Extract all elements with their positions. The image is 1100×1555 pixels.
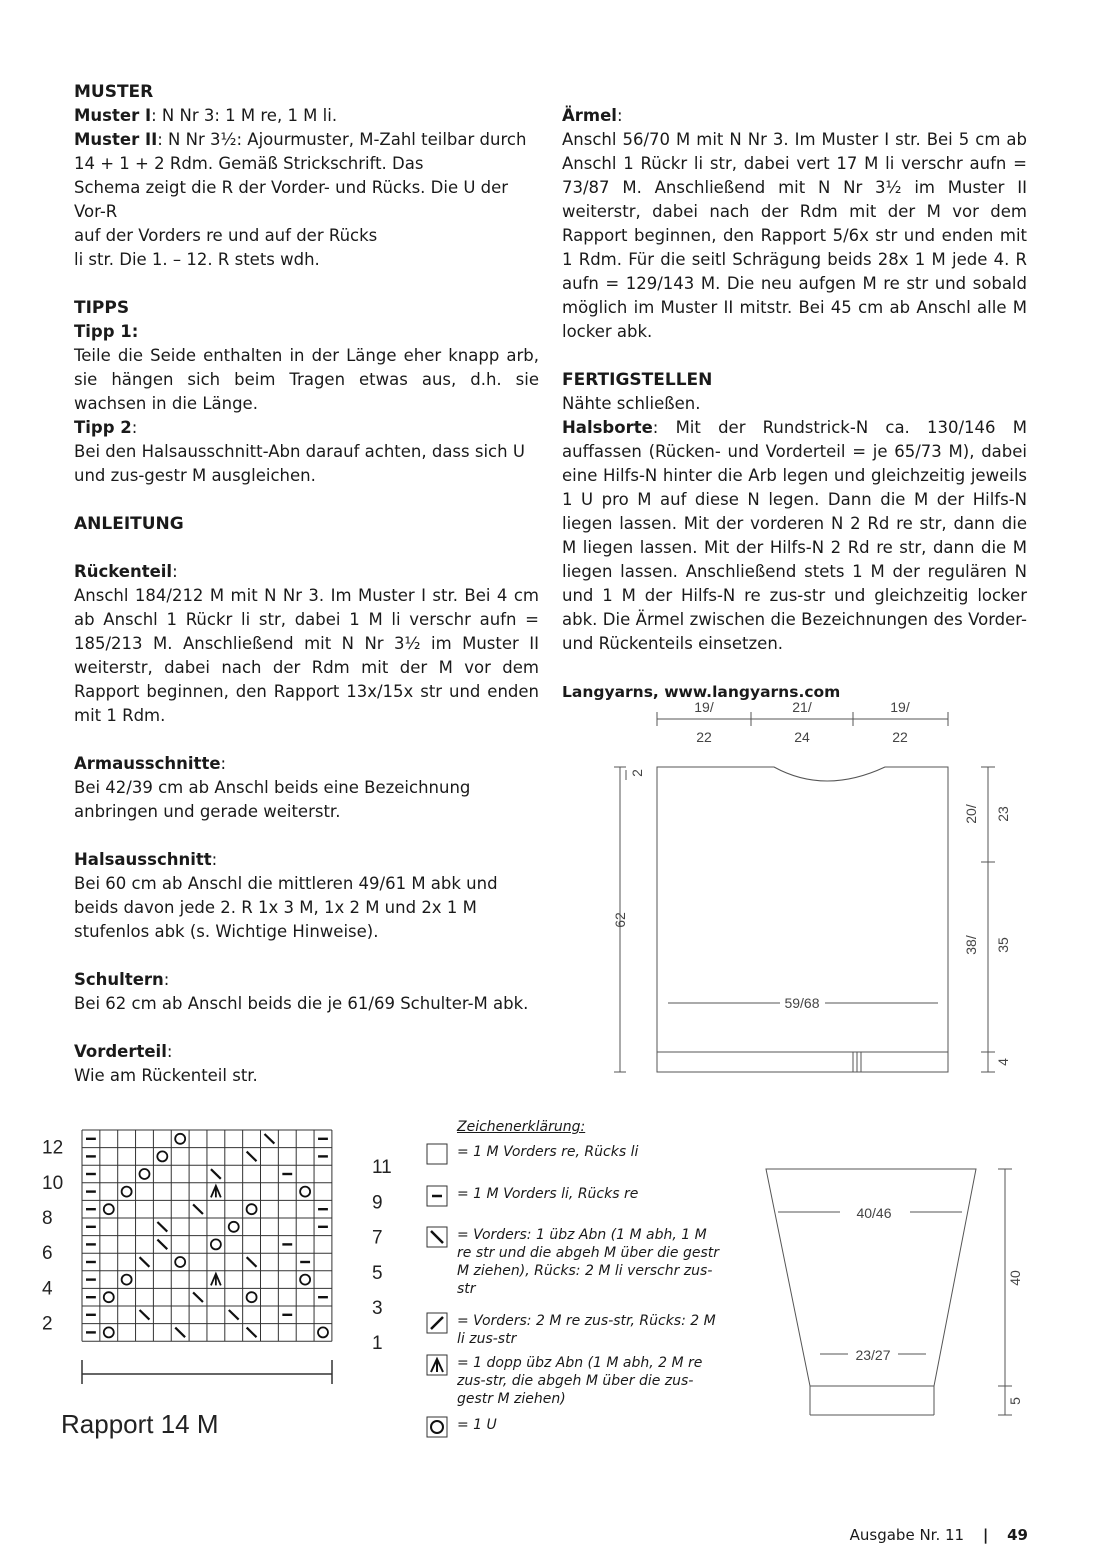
muster2-line	[74, 128, 539, 176]
dim-arm-b: 23	[995, 806, 1011, 822]
ssk-mark	[229, 1310, 239, 1320]
armausschnitte-line: Armausschnitte:	[74, 754, 227, 773]
armausschnitte-text: Bei 42/39 cm ab Anschl beids eine Bezeichnung anbringen und gerade weiterstr.	[74, 778, 471, 821]
credit: Langyarns, www.langyarns.com	[562, 683, 841, 701]
rueckenteil-line: Rückenteil:	[74, 562, 178, 581]
yarn-over-mark	[139, 1169, 149, 1179]
yarn-over-mark	[211, 1239, 221, 1249]
row-number-left: 2	[42, 1313, 53, 1335]
dim-lower-b: 35	[995, 937, 1011, 953]
yarn-over-mark	[104, 1327, 114, 1337]
legend-text: = Vorders: 1 übz Abn (1 M abh, 1 M re str und die abgeh M über die gestr M ziehen), Rücks: 2 M li verschr zus-str	[457, 1227, 720, 1297]
muster1-label: Muster I	[74, 106, 152, 125]
legend-text: = Vorders: 2 M re zus-str, Rücks: 2 M li zus-str	[457, 1313, 716, 1347]
legend-text: = 1 M Vorders re, Rücks li	[457, 1144, 639, 1160]
sleeve-bottom-width: 23/27	[855, 1347, 891, 1363]
schultern-label: Schultern	[74, 970, 164, 989]
legend-text: = 1 dopp übz Abn (1 M abh, 2 M re zus-str, die abgeh M über die zus-gestr M ziehen)	[457, 1355, 703, 1407]
muster-line5: li str. Die 1. – 12. R stets wdh.	[74, 250, 320, 269]
body-schematic	[600, 690, 1030, 1080]
muster1-line	[74, 104, 539, 128]
knitting-chart	[40, 1120, 410, 1450]
legend-text: = 1 U	[457, 1417, 497, 1433]
yarn-over-mark	[122, 1187, 132, 1197]
yarn-over-icon	[426, 1416, 448, 1438]
yarn-over-mark	[104, 1204, 114, 1214]
vorderteil-line: Vorderteil:	[74, 1042, 173, 1061]
ssk-mark	[211, 1169, 221, 1179]
yarn-over-mark	[318, 1327, 328, 1337]
yarn-over-mark	[229, 1222, 239, 1232]
tipp1-text: Teile die Seide enthalten in der Länge eher knapp arb, sie hängen sich beim Tragen etwas aus, d.h. sie wachsen in die Länge.	[74, 346, 539, 413]
rueckenteil-label: Rückenteil	[74, 562, 173, 581]
right-column	[562, 104, 1027, 704]
dim-top-3a: 19/	[890, 699, 910, 715]
muster2-text: : N Nr 3½: Ajourmuster, M-Zahl teilbar durch 14 + 1 + 2 Rdm. Gemäß Strickschrift. Das	[74, 130, 527, 173]
rueckenteil-text: Anschl 184/212 M mit N Nr 3. Im Muster I str. Bei 4 cm ab Anschl 1 Rückr li str, dabei 1 M li verschr aufn = 185/213 M. Anschließend mit N Nr 3½ im Muster II weiterstr, dabei nach der Rdm mit der M vor dem Rapport beginnen, den Rapport 13x/15x str und enden mit 1 Rdm.	[74, 586, 539, 725]
ssk-mark	[193, 1292, 203, 1302]
fertigstellen-text: Nähte schließen.	[562, 394, 701, 413]
muster1-text: : N Nr 3: 1 M re, 1 M li.	[151, 106, 338, 125]
row-number-right: 9	[372, 1192, 383, 1214]
ssk-mark	[193, 1204, 203, 1214]
ssk-mark	[140, 1257, 150, 1267]
double-decrease-mark	[211, 1186, 221, 1198]
footer-separator: |	[982, 1526, 989, 1544]
chart-grid	[82, 1130, 332, 1341]
armausschnitte-label: Armausschnitte	[74, 754, 221, 773]
ssk-mark	[247, 1328, 257, 1338]
row-number-left: 10	[42, 1172, 64, 1194]
ssk-mark	[140, 1310, 150, 1320]
sleeve-top-width: 40/46	[856, 1205, 892, 1221]
row-number-right: 7	[372, 1227, 383, 1249]
page-number: 49	[1007, 1526, 1028, 1544]
tipp2-label: Tipp 2	[74, 418, 132, 437]
ssk-mark	[157, 1222, 167, 1232]
halsausschnitt-text: Bei 60 cm ab Anschl die mittleren 49/61 M abk und beids davon jede 2. R 1x 3 M, 1x 2 M und 2x 1 M stufenlos abk (s. Wichtige Hinweise).	[74, 874, 498, 941]
yarn-over-mark	[247, 1204, 257, 1214]
sleeve-schematic	[760, 1160, 1050, 1425]
tipp1-label: Tipp 1:	[74, 322, 139, 341]
sleeve-height: 40	[1007, 1270, 1023, 1286]
yarn-over-mark	[247, 1292, 257, 1302]
schultern-line: Schultern:	[74, 970, 170, 989]
tipp2-text: Bei den Halsausschnitt-Abn darauf achten, dass sich U und zus-gestr M ausgleichen.	[74, 442, 525, 485]
vorderteil-text: Wie am Rückenteil str.	[74, 1066, 258, 1085]
dim-rib: 4	[995, 1058, 1011, 1066]
sleeve-cuff: 5	[1007, 1397, 1023, 1405]
dim-top-2b: 24	[794, 729, 810, 745]
tipps-heading: TIPPS	[74, 298, 130, 318]
row-number-right: 11	[372, 1157, 392, 1179]
row-number-left: 12	[42, 1137, 64, 1159]
yarn-over-mark	[300, 1187, 310, 1197]
ssk-mark	[157, 1240, 167, 1250]
dim-arm-a: 20/	[963, 804, 979, 824]
dim-top-3b: 22	[892, 729, 908, 745]
issue-label: Ausgabe Nr. 11	[849, 1526, 965, 1544]
slash-decrease-icon	[426, 1312, 448, 1334]
halsborte-text: : Mit der Rundstrick-N ca. 130/146 M auffassen (Rücken- und Vorderteil = je 65/73 M), dabei eine Hilfs-N hinter die Arb legen und gleichzeitig jeweils 1 U pro M auf diese N legen. Dann die M der Hilfs-N liegen lassen. Mit der vorderen N 2 Rd re str, dann die M liegen lassen. Mit der Hilfs-N 2 Rd re str, dann die M liegen lassen. Anschließend stets 1 M der regulären N und 1 M der Hilfs-N re zus-str und gleichzeitig locker abk. Die Ärmel zwischen die Bezeichnungen des Vorder- und Rückenteils einsetzen.	[562, 418, 1027, 653]
dim-top-2a: 21/	[792, 699, 812, 715]
muster-line4: auf der Vorders re und auf der Rücks	[74, 226, 378, 245]
aermel-text: Anschl 56/70 M mit N Nr 3. Im Muster I str. Bei 5 cm ab Anschl 1 Rückr li str, dabei vert 17 M li verschr aufn = 73/87 M. Anschließend mit N Nr 3½ im Muster II weiterstr, dabei nach der Rdm mit der M vor dem Rapport beginnen, den Rapport 5/6x str und enden mit 1 Rdm. Für die seitl Schrägung beids 28x 1 M jede 4. R aufn = 129/143 M. Die neu aufgen M re str und sobald möglich im Muster II mitstr. Bei 45 cm ab Anschl alle M locker abk.	[562, 130, 1027, 341]
double-decrease-icon	[426, 1354, 448, 1376]
row-number-right: 1	[372, 1333, 383, 1355]
ssk-mark	[265, 1134, 275, 1144]
row-number-right: 3	[372, 1298, 383, 1319]
dim-width: 59/68	[784, 995, 820, 1011]
schultern-text: Bei 62 cm ab Anschl beids die je 61/69 Schulter-M abk.	[74, 994, 529, 1013]
dim-lower-a: 38/	[963, 935, 979, 955]
yarn-over-mark	[175, 1257, 185, 1267]
halsborte-label: Halsborte	[562, 418, 653, 437]
dim-top-1a: 19/	[694, 699, 714, 715]
muster2-label: Muster II	[74, 130, 158, 149]
yarn-over-mark	[104, 1292, 114, 1302]
yarn-over-mark	[175, 1134, 185, 1144]
ssk-mark	[247, 1152, 257, 1162]
halsausschnitt-label: Halsausschnitt	[74, 850, 212, 869]
yarn-over-mark	[122, 1275, 132, 1285]
dim-top-1b: 22	[696, 729, 712, 745]
vorderteil-label: Vorderteil	[74, 1042, 167, 1061]
tipp2-line: Tipp 2:	[74, 418, 138, 437]
legend-text: = 1 M Vorders li, Rücks re	[457, 1186, 639, 1202]
muster-heading: MUSTER	[74, 82, 154, 102]
dash-stitch-icon	[426, 1185, 448, 1207]
empty-stitch-icon	[426, 1143, 448, 1165]
legend-title: Zeichenerklärung:	[457, 1119, 586, 1135]
halsborte-paragraph	[562, 416, 1027, 656]
row-number-left: 4	[42, 1278, 53, 1300]
fertigstellen-heading: FERTIGSTELLEN	[562, 370, 713, 390]
left-column	[74, 80, 539, 1088]
page-footer	[850, 1526, 1028, 1544]
backslash-decrease-icon	[426, 1226, 448, 1248]
ssk-mark	[247, 1257, 257, 1267]
aermel-label: Ärmel	[562, 106, 617, 125]
dim-total-height: 62	[612, 912, 628, 928]
double-decrease-mark	[211, 1274, 221, 1286]
chart-caption: Rapport 14 M	[61, 1409, 219, 1439]
dim-neck-depth: 2	[629, 769, 645, 777]
aermel-line: Ärmel:	[562, 106, 623, 125]
yarn-over-mark	[157, 1151, 167, 1161]
row-number-left: 8	[42, 1208, 53, 1229]
yarn-over-mark	[300, 1275, 310, 1285]
muster-line3: Schema zeigt die R der Vorder- und Rücks. Die U der Vor-R	[74, 178, 509, 221]
row-number-right: 5	[372, 1262, 383, 1284]
anleitung-heading: ANLEITUNG	[74, 514, 184, 534]
ssk-mark	[175, 1328, 185, 1338]
row-number-left: 6	[42, 1243, 53, 1265]
halsausschnitt-line: Halsausschnitt:	[74, 850, 218, 869]
